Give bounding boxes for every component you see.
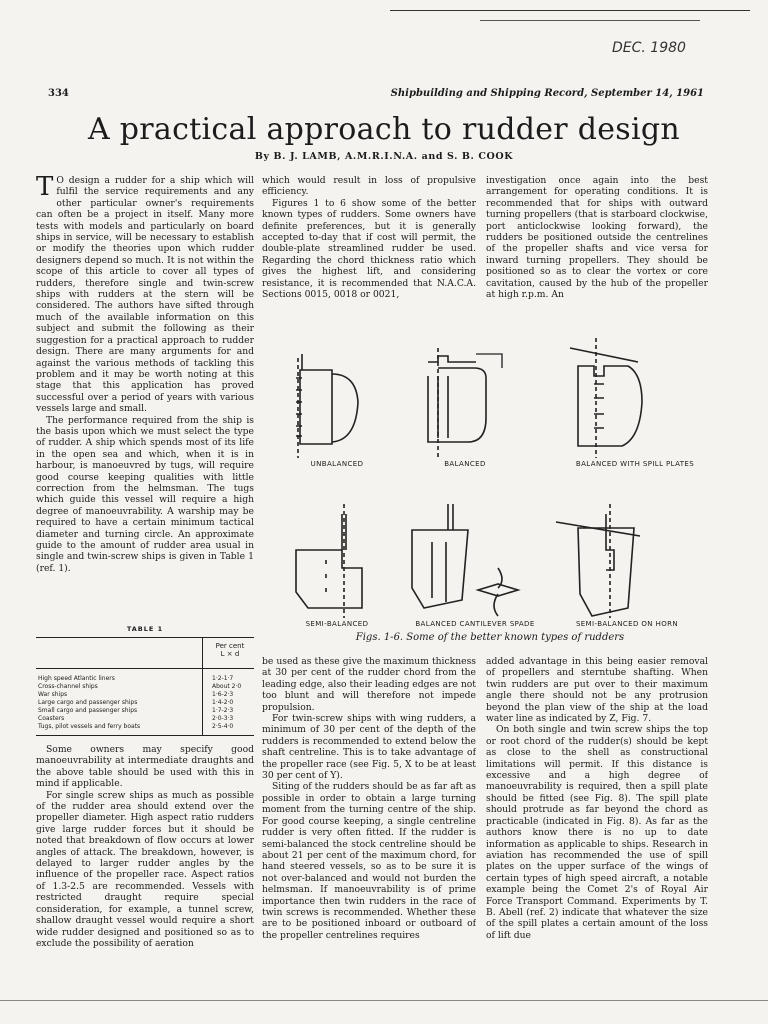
column-3-top: [486, 175, 708, 315]
semi-balanced-horn-rudder-drawing: [556, 504, 640, 618]
figure-caption: Figs. 1-6. Some of the better known types of rudders: [355, 632, 625, 643]
ship-type-cell: War ships: [38, 691, 68, 698]
area-cell: About 2·0: [212, 683, 242, 690]
top-scan-edge: [390, 10, 750, 11]
balanced-rudder-drawing: [428, 348, 502, 458]
column-3-bottom: [486, 656, 708, 978]
table-header: [36, 638, 254, 669]
table-grid: [36, 637, 254, 736]
bottom-scan-edge: [0, 1000, 768, 1001]
ship-type-cell: Large cargo and passenger ships: [38, 699, 138, 706]
ship-type-cell: Tugs, pilot vessels and ferry boats: [38, 723, 141, 730]
paragraph: For twin-screw ships with wing rudders, a minimum of 30 per cent of the depth of the rudders is recommended to extend below the shaft centreline. This is to take advantage of the propeller race (see Fig. 5, X to be at least 30 per cent of Y).: [262, 713, 476, 782]
area-cell: 1·6-2·3: [212, 691, 234, 698]
drop-cap: T: [36, 175, 54, 202]
cantilever-spade-rudder-drawing: [412, 504, 518, 616]
page-number: 334: [48, 88, 69, 99]
figure-label-1: UNBALANCED: [310, 460, 364, 468]
table-title: TABLE 1: [126, 625, 164, 633]
area-cell: 2·5-4·0: [212, 723, 234, 730]
rudder-types-figure: [262, 318, 718, 664]
figure-label-6: SEMI-BALANCED ON HORN: [575, 620, 679, 628]
paragraph: For single screw ships as much as possible of the rudder area should extend over the propeller diameter. High aspect ratio rudders give large rudder forces but it should be noted that breakdown of flow occurs at lower angles of attack. The breakdown, however, is delayed to larger rudder angles by the influence of the propeller race. Aspect ratios of 1.3-2.5 are recommended. Vessels with restricted draught require special consideration, for example, a tunnel screw, shallow draught vessel would require a short wide rudder designed and positioned so as to exclude the possibility of aeration: [36, 789, 254, 949]
table-body: [36, 669, 254, 735]
area-cell: 1·4-2·0: [212, 699, 234, 706]
figure-label-3: BALANCED WITH SPILL PLATES: [575, 460, 695, 468]
ship-type-cell: Cross-channel ships: [38, 683, 98, 690]
table-row: [36, 675, 254, 683]
top-scan-edge-2: [480, 20, 700, 21]
running-header: [48, 88, 704, 106]
ship-type-cell: Coasters: [38, 715, 65, 722]
balanced-spill-plate-rudder-drawing: [570, 338, 642, 458]
paragraph: added advantage in this being easier removal of propellers and sterntube shafting. When twin rudders are put over to their maximum angle there should not be any protrusion beyond the plan view of the ship at the load water line as indicated by Z, Fig. 7.: [486, 656, 708, 725]
running-head: Shipbuilding and Shipping Record, September 14, 1961: [390, 88, 704, 99]
col-header-line-2: L × d: [220, 650, 240, 658]
table-row: [36, 707, 254, 715]
handwritten-date-note: DEC. 1980: [612, 40, 686, 56]
figure-label-5: BALANCED CANTILEVER SPADE: [415, 620, 535, 628]
paragraph: be used as these give the maximum thickness at 30 per cent of the rudder chord from the leading edge, also their leading edges are not too blunt and will therefore not impede propulsion.: [262, 656, 476, 713]
paragraph: Siting of the rudders should be as far aft as possible in order to obtain a large turning moment from the turning centre of the ship. For good course keeping, a single centreline rudder is very often fitted. If the rudder is semi-balanced the stock centreline should be about 21 per cent of the maximum chord, for hand steered vessels, so as to be sure it is not over-balanced and would not burden the helmsman. If manoeuvrability is of prime importance then twin rudders in the race of twin screws is recommended. Whether these are to be positioned inboard or outboard of the propeller centrelines requires: [262, 781, 476, 941]
ship-type-cell: Small cargo and passenger ships: [38, 707, 138, 714]
paragraph-text: O design a rudder for a ship which will fulfil the service requirements and any other particular owner's requirements can often be a project in itself. Many more tests with models and particularly on board ships in service, will be necessary to establish or modify the theories upon which rudder designers depend so much. It is not within the scope of this article to cover all types of rudders, therefore single and twin-screw ships with rudders at the stern will be considered. The authors have sifted through much of the available information on this subject and submit the following as their suggestion for a practical approach to rudder design. There are many arguments for and against the various methods of tackling this problem and it may be worth noting at this stage that this application has proved successful over a period of years with various vessels large and small.: [36, 175, 254, 415]
col-header-line-1: Per cent: [215, 642, 245, 650]
paragraph: [36, 175, 254, 415]
ship-type-cell: High speed Atlantic liners: [38, 675, 115, 682]
area-cell: 2·0-3·3: [212, 715, 234, 722]
table-row: [36, 699, 254, 707]
semi-balanced-rudder-drawing: [296, 504, 362, 618]
paragraph: On both single and twin screw ships the top or root chord of the rudder(s) should be kept as close to the shell as constructional limitations will permit. If this distance is excessive and a high degree of manoeuvrability is required, then a spill plate should be fitted (see Fig. 8). The spill plate should protrude as far beyond the chord as practicable (indicated in Fig. 8). As far as the authors know there is no up to date information as applicable to ships. Research in aviation has recommended the use of spill plates on the upper surface of the wings of certain types of high speed aircraft, a notable example being the Comet 2's of Royal Air Force Transport Command. Experiments by T. B. Abell (ref. 2) indicate that whatever the size of the spill plates a certain amount of the loss of lift due: [486, 724, 708, 941]
table-row: [36, 715, 254, 723]
column-2-top: [262, 175, 476, 315]
table-row: [36, 691, 254, 699]
column-1-top: [36, 175, 254, 625]
figure-label-4: SEMI-BALANCED: [305, 620, 369, 628]
area-cell: 1·2-1·7: [212, 675, 234, 682]
area-cell: 1·7-2·3: [212, 707, 234, 714]
article-title: A practical approach to rudder design: [87, 112, 681, 147]
paragraph: investigation once again into the best arrangement for operating conditions. It is recommended that for ships with outward turning propellers (that is starboard clockwise, port anticlockwise looking forward), the rudders be positioned outside the centrelines of the propeller shafts and vice versa for inward turning propellers. They should be positioned so as to clear the vortex or core cavitation, caused by the hub of the propeller at high r.p.m. An: [486, 175, 708, 301]
paragraph: Figures 1 to 6 show some of the better known types of rudders. Some owners have definite preferences, but it is generally accepted to-day that if cost will permit, the double-plate streamlined rudder be used. Regarding the chord thickness ratio which gives the highest lift, and considering resistance, it is recommended that N.A.C.A. Sections 0015, 0018 or 0021,: [262, 197, 476, 301]
table-1: [36, 625, 254, 736]
column-2-bottom: [262, 656, 476, 978]
unbalanced-rudder-drawing: [296, 354, 358, 458]
paragraph: which would result in loss of propulsive efficiency.: [262, 175, 476, 198]
figure-label-2: BALANCED: [444, 460, 486, 468]
paragraph: The performance required from the ship is the basis upon which we must select the type of rudder. A ship which spends most of its life in the open sea and which, when it is in harbour, is manoeuvred by tugs, will require good course keeping qualities with little correction from the helmsman. The tugs which guide this vessel will require a high degree of manoeuvrability. A warship may be required to have a certain minimum tactical diameter and turning circle. An approximate guide to the amount of rudder area usual in single and twin-screw ships is given in Table 1 (ref. 1).: [36, 414, 254, 574]
paragraph: Some owners may specify good manoeuvrability at intermediate draughts and the above table should be used with this in mind if applicable.: [36, 744, 254, 790]
column-1-bottom: [36, 744, 254, 976]
table-row: [36, 723, 254, 731]
table-col-header: [206, 642, 254, 658]
article-byline: By B. J. LAMB, A.M.R.I.N.A. and S. B. COOK: [254, 151, 514, 162]
table-row: [36, 683, 254, 691]
